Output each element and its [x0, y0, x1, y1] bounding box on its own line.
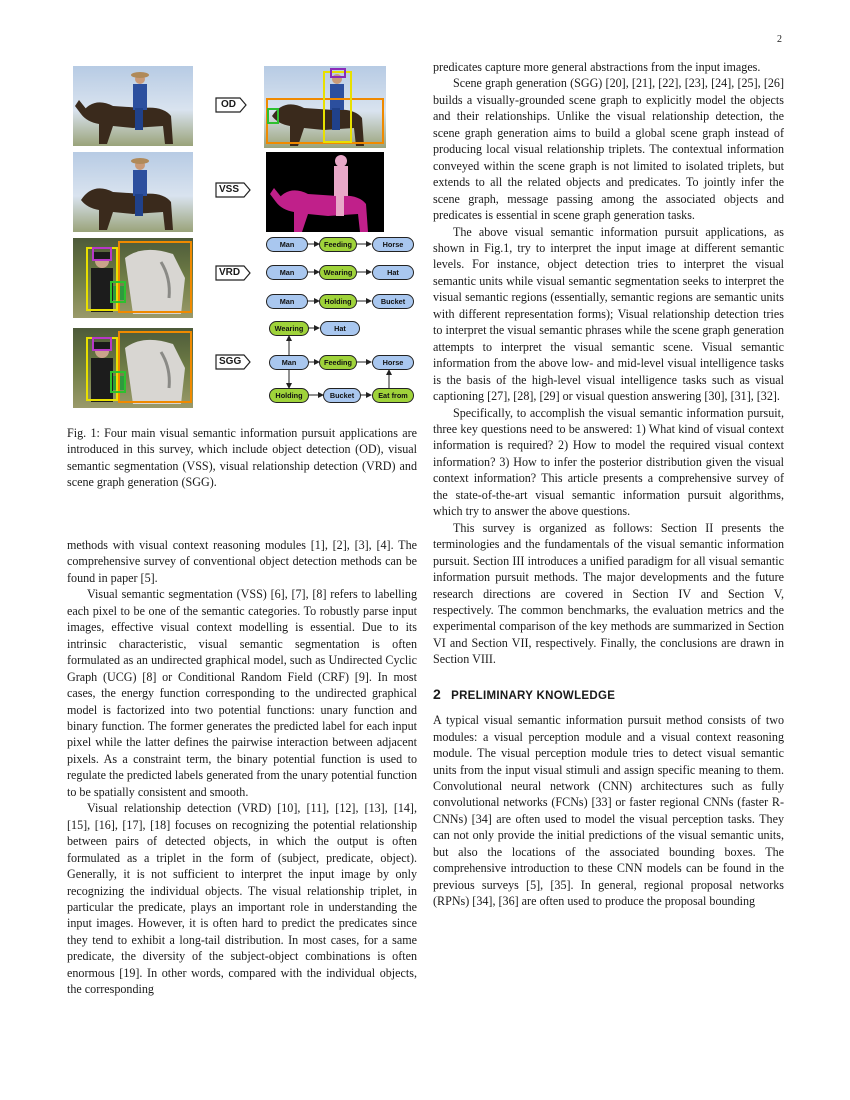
paragraph: predicates capture more general abstractions from the input images. — [433, 60, 761, 74]
paragraph: Scene graph generation (SGG) [20], [21], [22], [23], [24], [25], [26] builds a visually-grounded scene graph to explicitly model the objects and their relationships. Unlike the visual relationship detection, the scene graph generation aims to build a global scene graph instead of producing local visual relationship triplets. The contextual information conveyed within the scene graph is not limited to isolated triplets, but extends to all the related objects and predicates. To jointly infer the scene graph, message passing among the associated objects and predicates is essential in scene graph generation tasks. — [433, 76, 784, 223]
vrd-node-object: Horse — [372, 237, 414, 252]
vrd-tag: VRD — [215, 265, 251, 281]
sgg-node-wearing: Wearing — [269, 321, 309, 336]
paragraph: methods with visual context reasoning modules [1], [2], [3], [4]. The comprehensive survey of conventional object detection methods can be found in paper [5]. — [67, 538, 417, 585]
sgg-node-feeding: Feeding — [319, 355, 357, 370]
sgg-node-bucket: Bucket — [323, 388, 361, 403]
paragraph: This survey is organized as follows: Section II presents the terminologies and the fundamentals of the visual semantic information pursuit. Section III introduces a unified paradigm for all visual semantic information pursuit methods. The major developments and the future research directions are covered in Section IV and Section V, respectively. The common benchmarks, the evaluation metrics and the experimental comparison of the key methods are summarized in Section VI and Section VII, respectively. Finally, the conclusions are drawn in Section VIII. — [433, 520, 784, 667]
paragraph: Visual relationship detection (VRD) [10], [11], [12], [13], [14], [15], [16], [17], [18] focuses on recognizing the potential relationship between pairs of detected objects, in which the output is often formulated as a triplet in the form of (subject, predicate, object). Generally, it is not sufficient to interpret the input image by only recognizing the individual objects. The visual relationship triplet, in particular the predicate, plays an important role in understanding the input images. However, it is often hard to predict the predicates since they tend to exhibit a long-tail distribution. In most cases, for a same predicate, the diversity of the subject-object combinations is often enormous [19]. In other words, compared with the individual objects, the corresponding — [67, 801, 417, 997]
sgg-node-eat-from: Eat from — [372, 388, 414, 403]
vrd-node-subject: Man — [266, 265, 308, 280]
vrd-node-predicate: Holding — [319, 294, 357, 309]
left-column — [67, 537, 417, 998]
vrd-node-object: Hat — [372, 265, 414, 280]
figure-1 — [67, 62, 417, 412]
sgg-node-horse: Horse — [372, 355, 414, 370]
paragraph: A typical visual semantic information pursuit method consists of two modules: a visual perception module and a visual context reasoning module. The visual perception module tries to detect visual semantic units from the input visual stimuli and assign specific meaning to them. Convolutional neural network (CNN) architectures such as fully convolutional networks (FCNs) [33] or faster regional CNNs (faster R-CNNs) [34] are often used to model the visual perception tasks. They can not only provide the initial predictions of the visual semantic units, but also the locations of the associated bounding boxes. The comprehensive introduction to these CNN models can be found in the previous surveys [5], [35]. In general, regional proposal networks (RPNs) [34], [36] are often used to produce the proposal bounding — [433, 713, 784, 909]
figure-caption: Fig. 1: Four main visual semantic information pursuit applications are introduced in this survey, which include object detection (OD), visual semantic segmentation (VSS), visual relationship detection (VRD) and scene graph generation (SGG). — [67, 426, 417, 490]
paragraph: The above visual semantic information pursuit applications, as shown in Fig.1, try to interpret the input image at different semantic levels. For instance, object detection tries to interpret the visual semantic units while visual semantic segmentation seeks to interpret the visual semantic regions (essentially, semantic regions are semantic units with different representation forms); Visual relationship detection tries to interpret the visual semantic phrases while the scene graph generation attempts to interpret the visual semantic scene. Visual semantic information from the above low- and mid-level visual intelligence tasks is the basis of the high-level visual intelligence tasks such as visual captioning [27], [28], [29] or visual question answering [30], [31], [32]. — [433, 224, 784, 404]
paragraph: Specifically, to accomplish the visual semantic information pursuit, three key questions need to be answered: 1) What kind of visual context information is required? 2) How to model the required visual context information? 3) How to infer the posterior distribution given the visual context information? This article presents a comprehensive survey of the state-of-the-art visual semantic information pursuit algorithms, which try to answer the above questions. — [433, 405, 784, 519]
vrd-node-predicate: Feeding — [319, 237, 357, 252]
page-number: 2 — [777, 34, 782, 45]
vss-tag: VSS — [215, 182, 251, 198]
sgg-node-man: Man — [269, 355, 309, 370]
section-title: PRELIMINARY KNOWLEDGE — [451, 689, 616, 702]
sgg-node-hat: Hat — [320, 321, 360, 336]
od-tag: OD — [215, 97, 247, 113]
right-column — [433, 59, 784, 910]
vrd-node-predicate: Wearing — [319, 265, 357, 280]
sgg-node-holding: Holding — [269, 388, 309, 403]
section-heading — [433, 686, 784, 704]
sgg-tag: SGG — [215, 354, 251, 370]
paragraph: Visual semantic segmentation (VSS) [6], [7], [8] refers to labelling each pixel to be one of the semantic categories. To robustly parse input images, effective visual context modelling is essential. Due to its intrinsic characteristic, visual semantic segmentation is often formulated as an undirected graphical model, such as Undirected Cyclic Graph (UCG) [8] or Conditional Random Field (CRF) [9]. In most cases, the energy function corresponding to the undirected graphical model is factorized into two potential functions: unary function and binary function. The former generates the predicted label for each input pixel while the latter defines the pairwise interaction between adjacent pixels. As a constraint term, the binary potential function is used to regulate the predicted labels generated from the unary potential function to be spatially consistent and smooth. — [67, 587, 417, 799]
vrd-node-subject: Man — [266, 294, 308, 309]
vrd-node-subject: Man — [266, 237, 308, 252]
section-number: 2 — [433, 685, 442, 702]
vrd-node-object: Bucket — [372, 294, 414, 309]
graph-edges — [67, 62, 417, 412]
